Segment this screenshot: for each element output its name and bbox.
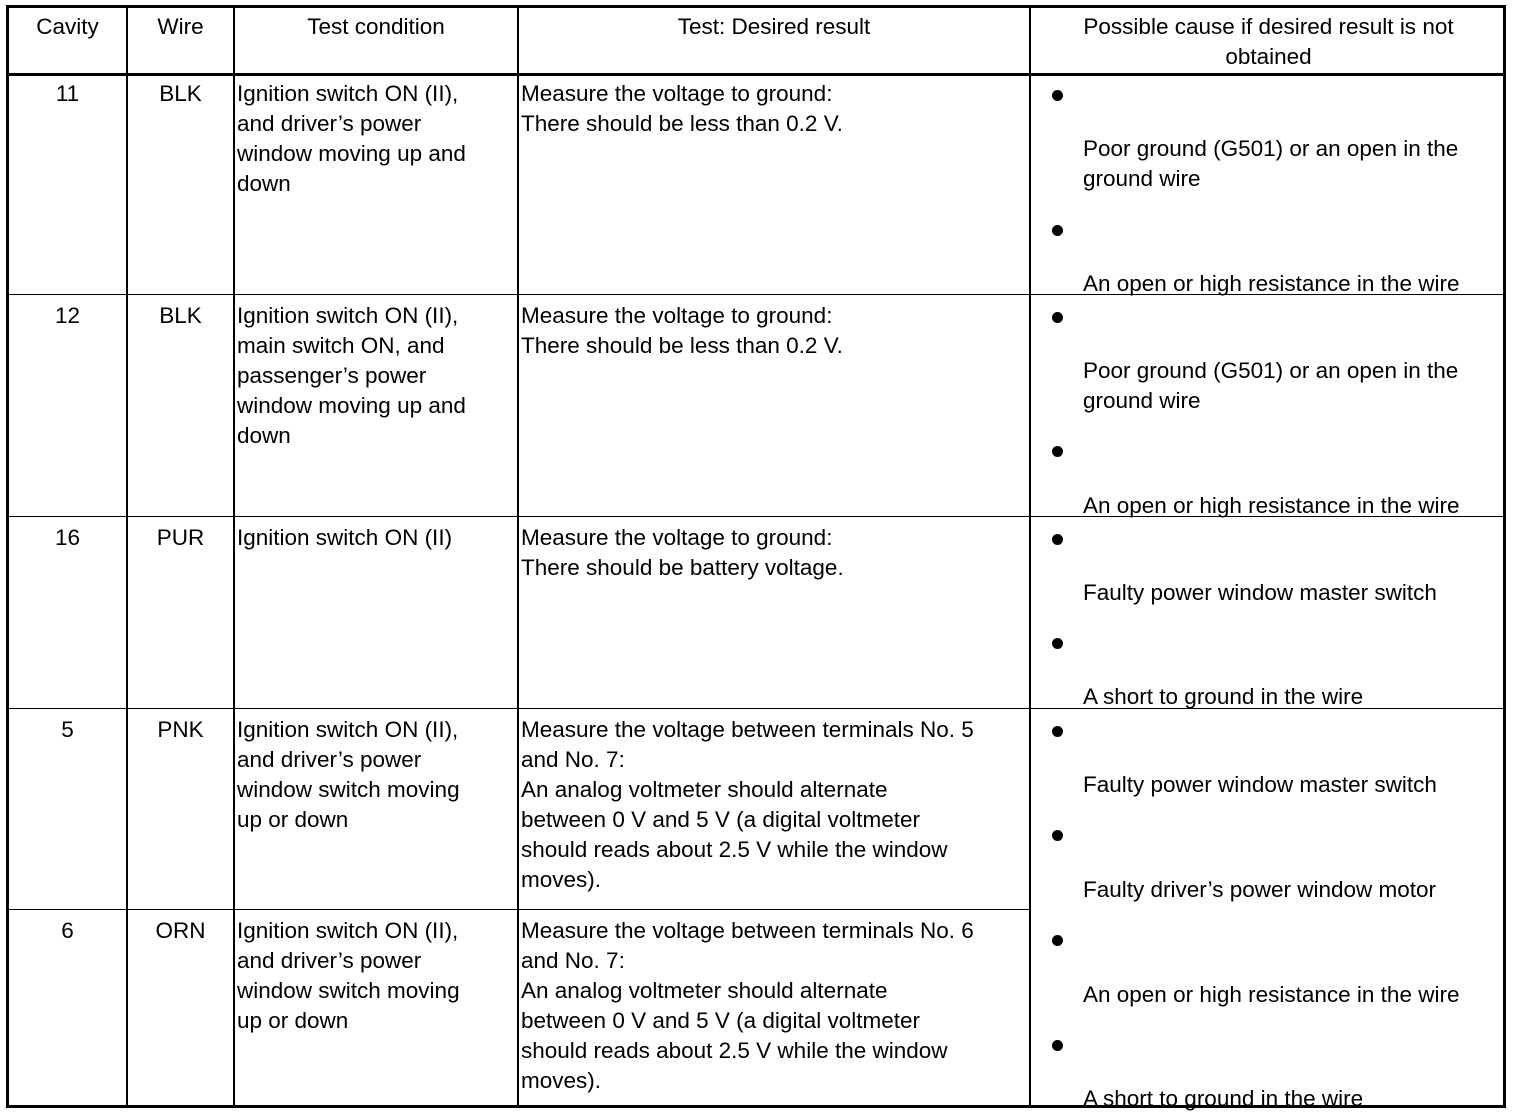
cell-test-condition: Ignition switch ON (II) [237,525,453,550]
cause-item: An open or high resistance in the wire [1083,493,1460,518]
bullet-icon [1052,225,1063,236]
cell-wire: BLK [159,303,202,328]
cell-desired-result: Measure the voltage to ground: There should be battery voltage. [521,525,844,580]
header-desired-result: Test: Desired result [677,14,871,39]
header-cavity: Cavity [36,14,99,39]
column-divider [517,8,519,1105]
bullet-icon [1052,1040,1063,1051]
bullet-icon [1052,638,1063,649]
header-test-condition: Test condition [307,14,445,39]
cell-desired-result: Measure the voltage to ground: There should be less than 0.2 V. [521,303,843,358]
bullet-icon [1052,726,1063,737]
cell-wire: ORN [155,918,206,943]
cause-item: Faulty power window master switch [1083,772,1437,797]
bullet-icon [1052,534,1063,545]
bullet-icon [1052,312,1063,323]
cell-test-condition: Ignition switch ON (II), and driver’s power window moving up and down [237,81,466,196]
bullet-icon [1052,90,1063,101]
column-divider [233,8,235,1105]
cause-item: A short to ground in the wire [1083,684,1364,709]
cell-test-condition: Ignition switch ON (II), main switch ON, and passenger’s power window moving up and down [237,303,466,448]
bullet-icon [1052,935,1063,946]
row-divider [9,909,1029,910]
cell-wire: PNK [157,717,204,742]
cell-wire: BLK [159,81,202,106]
diagnostic-table [6,5,1506,1111]
bullet-icon [1052,446,1063,457]
cell-cavity: 5 [61,717,74,742]
cause-item: Faulty power window master switch [1083,580,1437,605]
cell-desired-result: Measure the voltage between terminals No. 6 and No. 7: An analog voltmeter should alternate between 0 V and 5 V (a digital voltmeter should reads about 2.5 V while the window moves). [521,918,974,1093]
header-possible-cause: Possible cause if desired result is not obtained [1083,14,1454,69]
cause-item: An open or high resistance in the wire [1083,271,1460,296]
column-divider [1029,8,1031,1105]
cell-desired-result: Measure the voltage between terminals No. 5 and No. 7: An analog voltmeter should alternate between 0 V and 5 V (a digital voltmeter should reads about 2.5 V while the window moves). [521,717,974,892]
cause-item: Poor ground (G501) or an open in the ground wire [1083,358,1459,413]
cell-wire: PUR [156,525,205,550]
cell-cavity: 12 [54,303,81,328]
cause-item: A short to ground in the wire [1083,1086,1364,1111]
cell-cavity: 6 [61,918,74,943]
header-divider [9,73,1503,76]
cell-cavity: 16 [54,525,81,550]
cell-cavity: 11 [55,81,80,106]
cause-item: Faulty driver’s power window motor [1083,877,1437,902]
cause-item: Poor ground (G501) or an open in the ground wire [1083,136,1459,191]
cause-item: An open or high resistance in the wire [1083,982,1460,1007]
header-wire: Wire [157,14,204,39]
cell-test-condition: Ignition switch ON (II), and driver’s power window switch moving up or down [237,717,460,832]
cell-desired-result: Measure the voltage to ground: There should be less than 0.2 V. [521,81,843,136]
cell-test-condition: Ignition switch ON (II), and driver’s power window switch moving up or down [237,918,460,1033]
bullet-icon [1052,830,1063,841]
